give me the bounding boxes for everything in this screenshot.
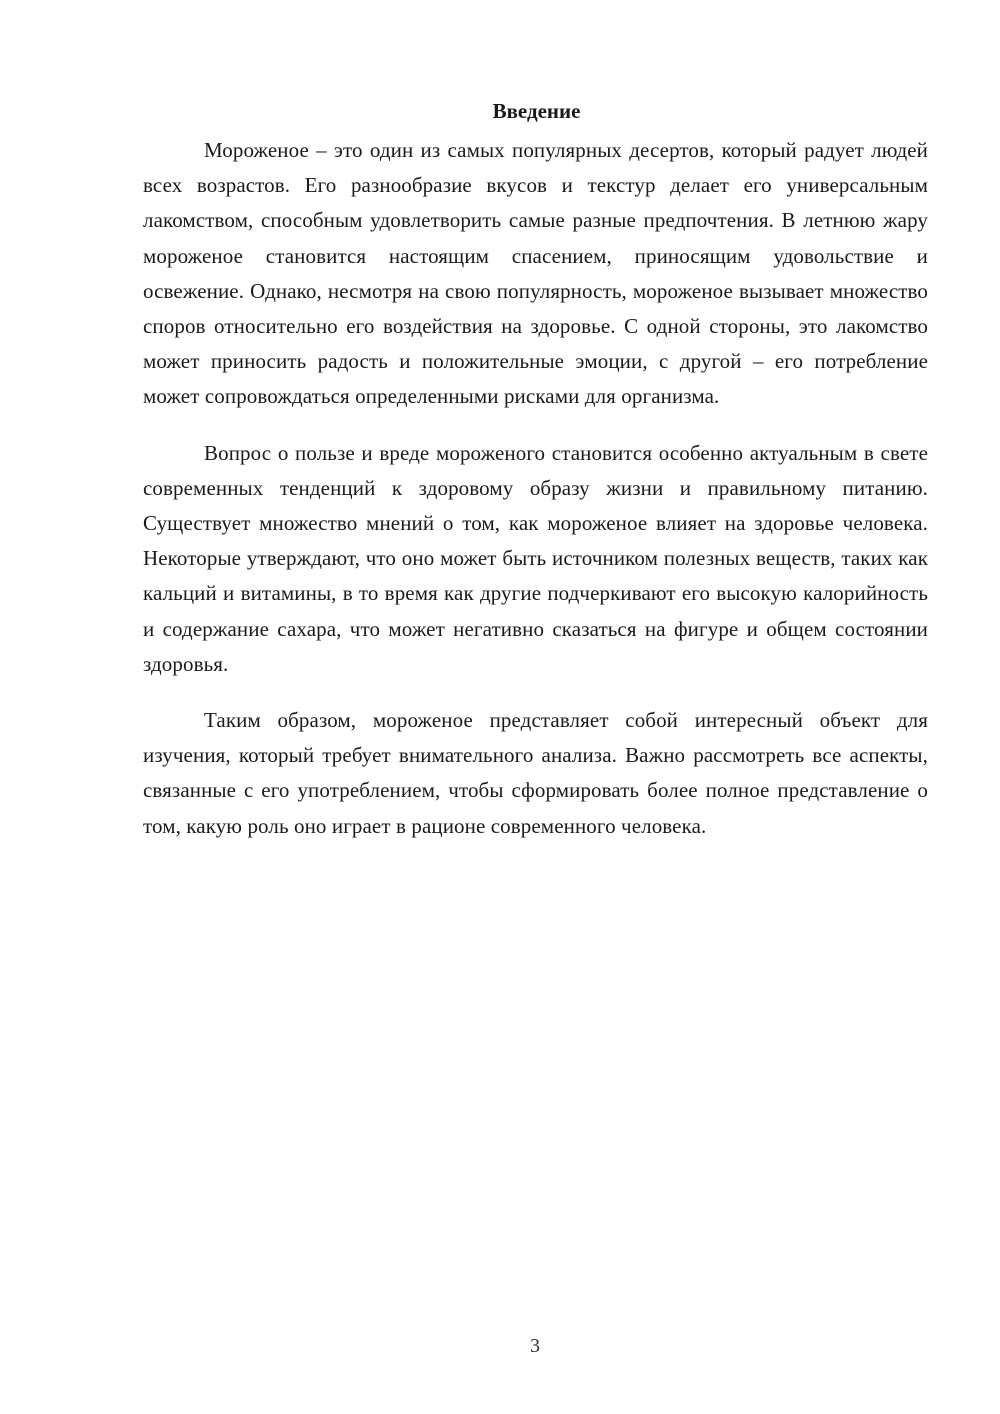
paragraph-3: Таким образом, мороженое представляет собой интересный объект для изучения, который требует внимательного анализа. Важно рассмотреть все аспекты, связанные с его употреблением, чтобы сформировать более полное представление о том, какую роль оно играет в рационе современного человека.: [143, 708, 928, 838]
page-content: [143, 97, 928, 865]
page-number: 3: [530, 1335, 540, 1357]
section-heading: Введение: [492, 99, 581, 123]
paragraph-2: Вопрос о пользе и вреде мороженого становится особенно актуальным в свете современных тенденций к здоровому образу жизни и правильному питанию. Существует множество мнений о том, как мороженое влияет на здоровье человека. Некоторые утверждают, что оно может быть источником полезных веществ, таких как кальций и витамины, в то время как другие подчеркивают его высокую калорийность и содержание сахара, что может негативно сказаться на фигуре и общем состоянии здоровья.: [143, 440, 928, 676]
paragraph-1: Мороженое – это один из самых популярных десертов, который радует людей всех возрастов. Его разнообразие вкусов и текстур делает его универсальным лакомством, способным удовлетворить самые разные предпочтения. В летнюю жару мороженое становится настоящим спасением, приносящим удовольствие и освежение. Однако, несмотря на свою популярность, мороженое вызывает множество споров относительно его воздействия на здоровье. С одной стороны, это лакомство может приносить радость и положительные эмоции, с другой – его потребление может сопровождаться определенными рисками для организма.: [143, 138, 928, 409]
